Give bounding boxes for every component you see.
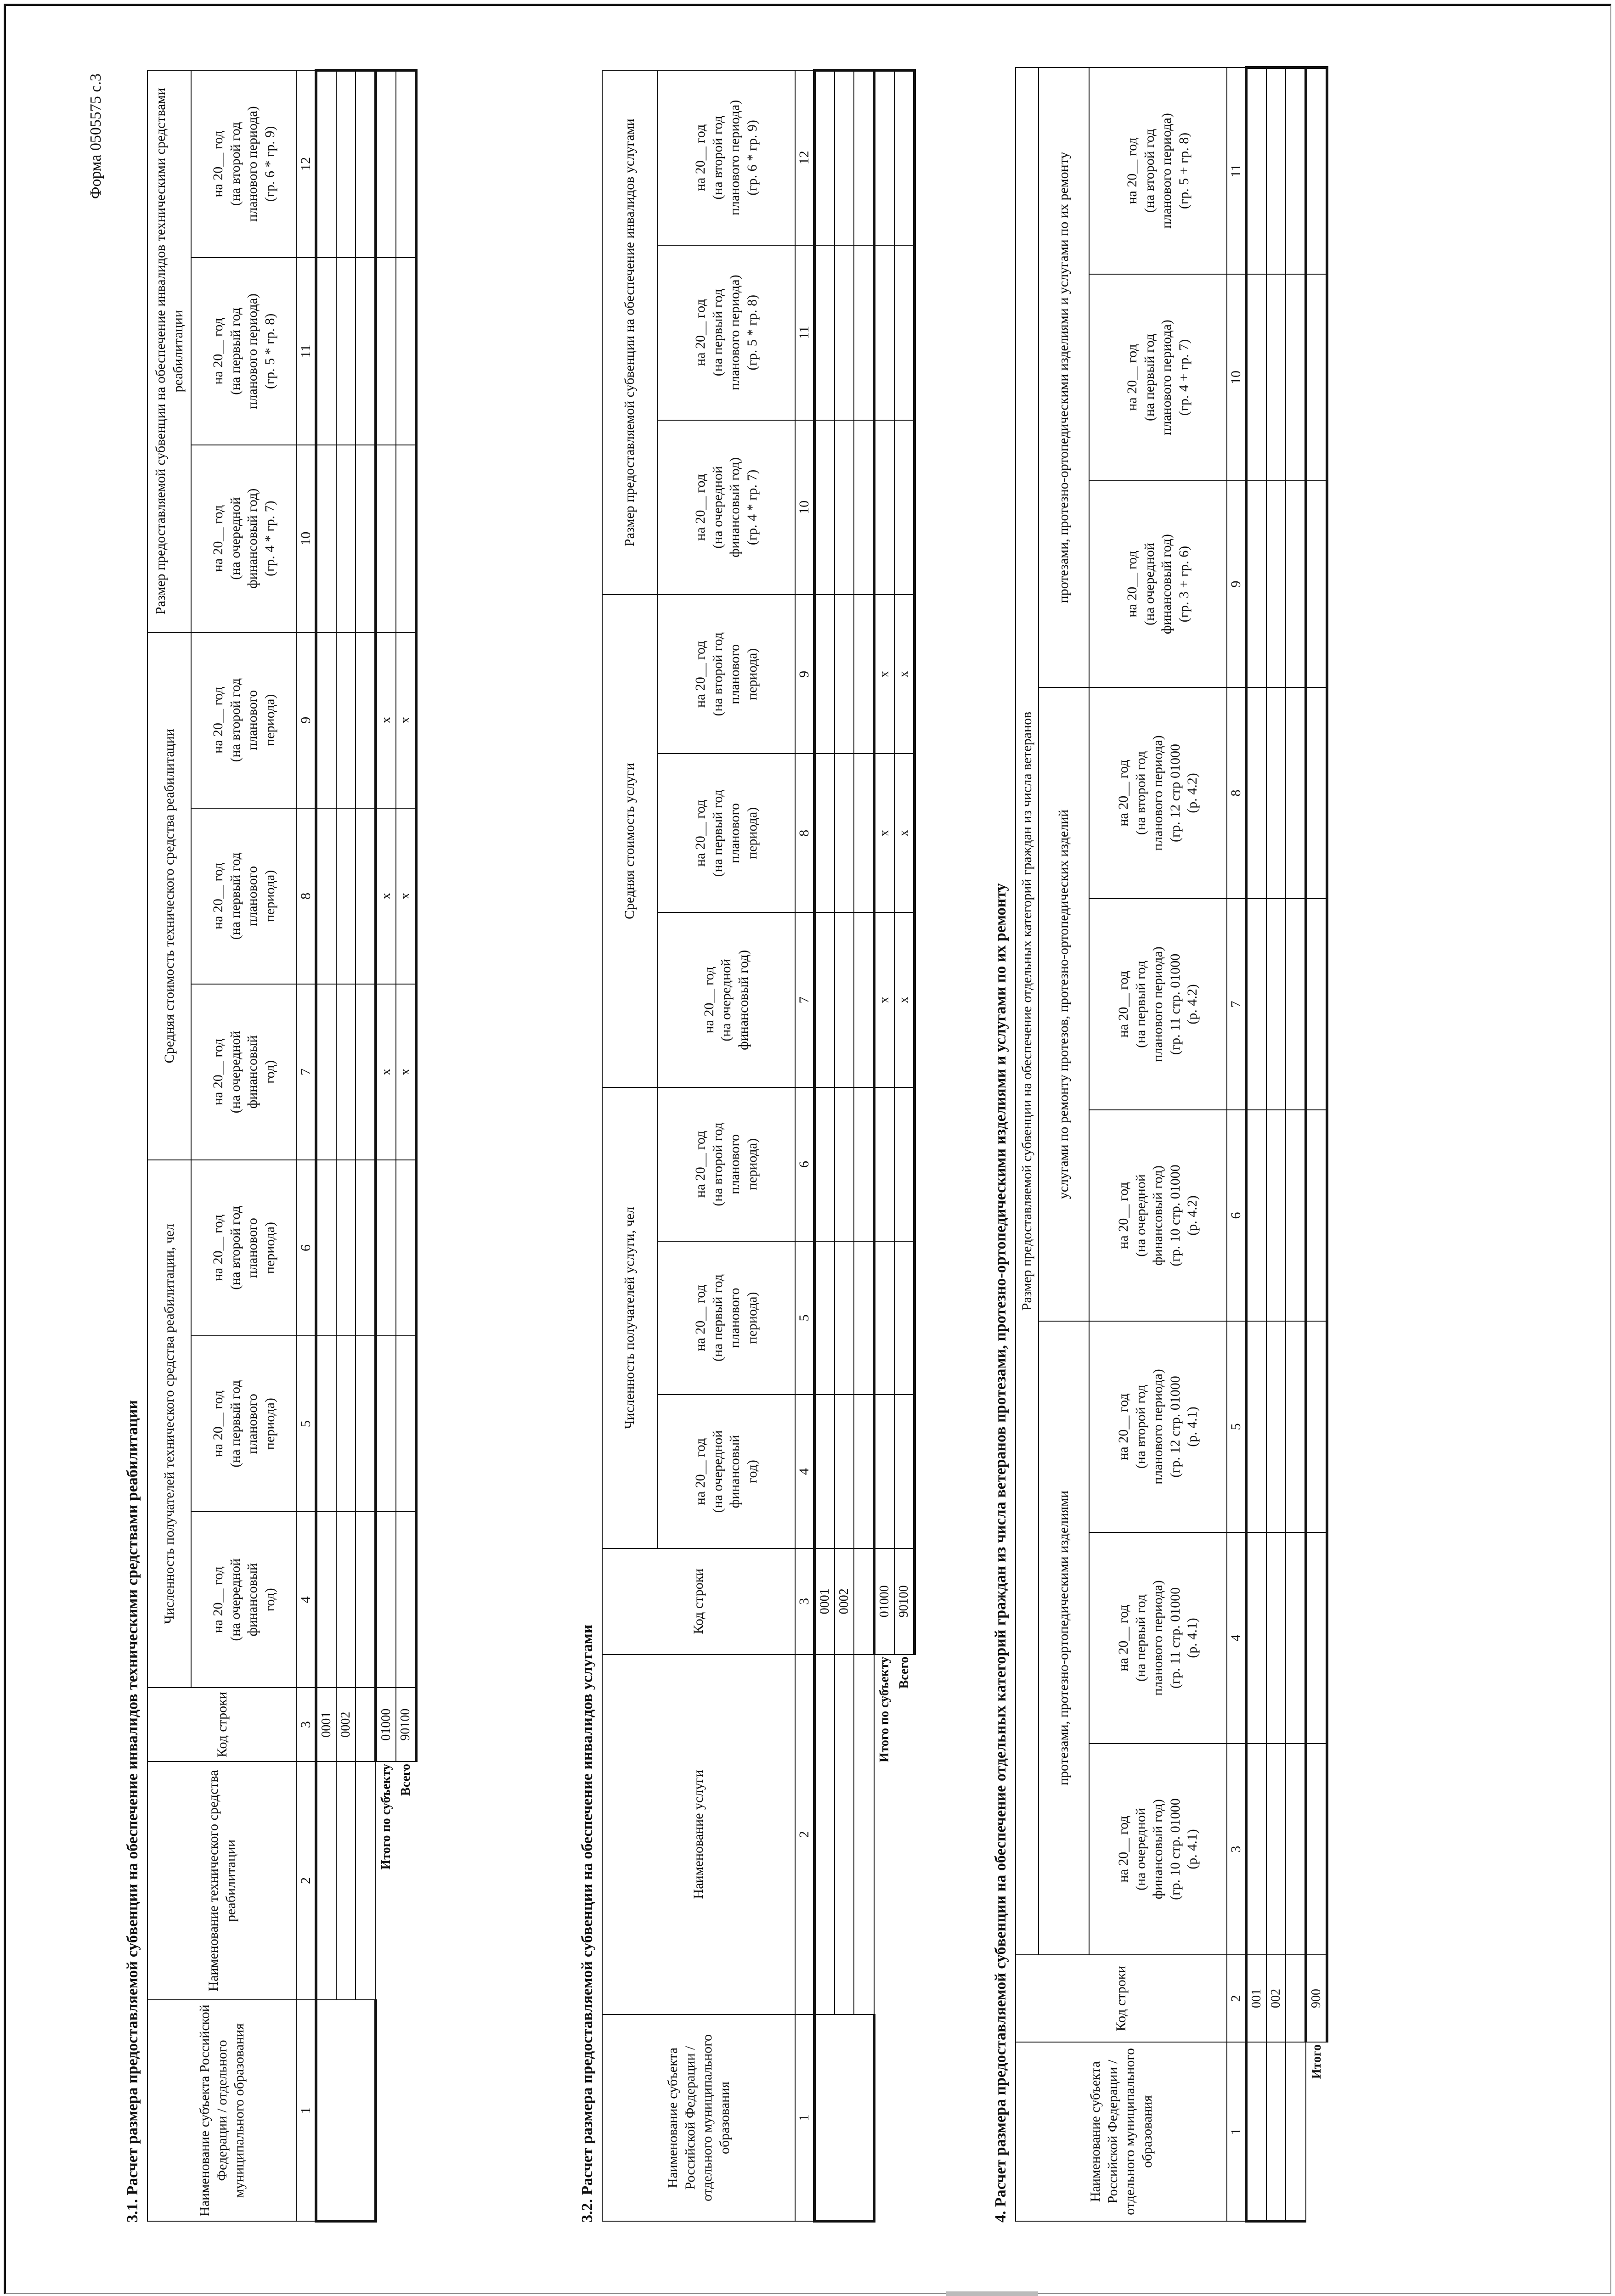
data-cell[interactable]: [835, 912, 854, 1087]
header-entity: Наименование субъекта Российской Федерации / отдельного муниципального образования: [602, 2015, 795, 2221]
data-cell[interactable]: [835, 595, 854, 754]
col-number: 3: [1227, 1744, 1246, 1955]
table-row: [854, 70, 874, 2221]
row-code: 0002: [835, 1548, 854, 1654]
data-cell[interactable]: [396, 70, 416, 258]
data-cell[interactable]: [356, 445, 376, 632]
header-entity: Наименование субъекта Российской Федерации / отдельного муниципального образования: [1016, 2042, 1227, 2221]
col-number: 3: [795, 1548, 814, 1654]
section-3-2-title: 3.2. Расчет размера предоставляемой субвенции на обеспечение инвалидов услугами: [579, 1624, 596, 2223]
data-cell[interactable]: [1266, 1532, 1286, 1744]
entity-cell[interactable]: [1246, 2042, 1266, 2221]
header-size-year-1: на 20__ год (на очередной финансовый год) (гр. 4 * гр. 7): [657, 420, 795, 595]
header-year-2: на 20__ год (на первый год планового периода): [657, 1241, 795, 1395]
data-cell[interactable]: [854, 912, 874, 1087]
data-cell[interactable]: [336, 445, 356, 632]
data-cell[interactable]: [854, 1087, 874, 1241]
col-number: 11: [795, 245, 814, 420]
header-repair-year-2: на 20__ год (на первый год планового периода) (гр. 11 стр. 01000 (р. 4.2): [1089, 899, 1227, 1110]
data-cell[interactable]: [336, 70, 356, 258]
col-number: 10: [795, 420, 814, 595]
row-code: 002: [1266, 1955, 1286, 2042]
header-subvention-size: Размер предоставляемой субвенции на обеспечение инвалидов техническими средствами реабилитации: [147, 70, 191, 632]
x-mark: x: [874, 595, 894, 754]
data-cell[interactable]: [814, 595, 835, 754]
grand-total-row: [396, 70, 416, 2221]
x-mark: x: [894, 754, 915, 912]
data-cell[interactable]: [336, 1512, 356, 1688]
data-cell[interactable]: [1246, 1744, 1266, 1955]
section-3-1-title: 3.1. Расчет размера предоставляемой субвенции на обеспечение инвалидов техническими средствами реабилитации: [124, 1400, 141, 2223]
header-code: Код строки: [602, 1548, 795, 1654]
header-size-year-2: на 20__ год (на первый год планового периода) (гр. 5 * гр. 8): [657, 245, 795, 420]
row-code: [1286, 1955, 1306, 2042]
data-cell[interactable]: [1266, 1321, 1286, 1532]
header-cost-year-1: на 20__ год (на очередной финансовый год): [191, 984, 297, 1160]
row-code: [356, 1688, 376, 1761]
data-cell[interactable]: [316, 808, 336, 984]
data-cell[interactable]: [396, 1336, 416, 1512]
data-cell[interactable]: [894, 70, 915, 245]
data-cell[interactable]: [854, 595, 874, 754]
data-cell[interactable]: [1286, 899, 1306, 1110]
header-subvention-size: Размер предоставляемой субвенции на обеспечение инвалидов услугами: [602, 70, 657, 595]
col-number: 5: [297, 1336, 316, 1512]
x-mark: x: [376, 984, 396, 1160]
data-cell[interactable]: [396, 1512, 416, 1688]
grand-total-row: [894, 70, 915, 2221]
data-cell[interactable]: [814, 754, 835, 912]
header-repair-year-1: на 20__ год (на очередной финансовый год) (гр. 10 стр. 01000 (р. 4.2): [1089, 1110, 1227, 1321]
data-cell[interactable]: [316, 1336, 336, 1512]
entity-cell[interactable]: [1286, 2042, 1306, 2221]
data-cell[interactable]: [1246, 68, 1266, 274]
col-number: 6: [297, 1160, 316, 1336]
header-entity: Наименование субъекта Российской Федерации / отдельного муниципального образования: [147, 2000, 297, 2221]
section-4-title: 4. Расчет размера предоставляемой субвенции на обеспечение отдельных категорий граждан из числа ветеранов протезами, протезно-ортопедическими изделиями и услугами по их ремонту: [992, 883, 1009, 2223]
col-number: 8: [795, 754, 814, 912]
data-cell[interactable]: [1266, 481, 1286, 687]
header-prostheses-and-repair: протезами, протезно-ортопедическими изделиями и услугами по их ремонту: [1039, 68, 1089, 687]
col-number: 4: [795, 1395, 814, 1548]
x-mark: x: [396, 808, 416, 984]
total-label: Итого: [1309, 2044, 1324, 2079]
header-recipients: Численность получателей технического средства реабилитации, чел: [147, 1160, 191, 1688]
header-code: Код строки: [147, 1688, 297, 1761]
header-cost-year-1: на 20__ год (на очередной финансовый год): [657, 912, 795, 1087]
col-number: 6: [795, 1087, 814, 1241]
data-cell[interactable]: [316, 632, 336, 808]
total-code: 01000: [874, 1548, 894, 1654]
data-cell[interactable]: [1266, 274, 1286, 481]
data-cell[interactable]: [1306, 1321, 1327, 1532]
scan-edge-bar: [946, 2291, 1038, 2296]
data-cell[interactable]: [814, 1241, 835, 1395]
data-cell[interactable]: [854, 70, 874, 245]
col-number: 12: [297, 70, 316, 258]
table-row: [356, 70, 376, 2221]
data-cell[interactable]: [1266, 1744, 1286, 1955]
header-cost-year-3: на 20__ год (на второй год планового периода): [657, 595, 795, 754]
row-code: 0001: [814, 1548, 835, 1654]
col-number: 2: [1227, 1955, 1246, 2042]
data-cell[interactable]: [1286, 481, 1306, 687]
total-code: 900: [1306, 1955, 1327, 2042]
header-prost-year-1: на 20__ год (на очередной финансовый год) (гр. 10 стр. 01000 (р. 4.1): [1089, 1744, 1227, 1955]
table-row: [835, 70, 854, 2221]
data-cell[interactable]: [1306, 1744, 1327, 1955]
table-3-2: [602, 69, 916, 2223]
row-code: 001: [1246, 1955, 1266, 2042]
data-cell[interactable]: [356, 1160, 376, 1336]
data-cell[interactable]: [396, 445, 416, 632]
header-year-1: на 20__ год (на очередной финансовый год): [657, 1395, 795, 1548]
data-cell[interactable]: [336, 258, 356, 445]
header-size-year-3: на 20__ год (на второй год планового периода) (гр. 6 * гр. 9): [191, 70, 297, 258]
name-cell[interactable]: [316, 1761, 336, 2000]
table-row: [1266, 68, 1286, 2221]
data-cell[interactable]: [1266, 1110, 1286, 1321]
header-cost-year-2: на 20__ год (на первый год планового периода): [657, 754, 795, 912]
data-cell[interactable]: [396, 258, 416, 445]
col-number: 10: [1227, 274, 1246, 481]
name-cell[interactable]: [854, 1654, 874, 2015]
grand-total-label: Всего: [399, 1763, 413, 1796]
grand-total-label: Всего: [897, 1656, 911, 1689]
col-number: 5: [795, 1241, 814, 1395]
header-recipients: Численность получателей услуги, чел: [602, 1087, 657, 1548]
data-cell[interactable]: [376, 1336, 396, 1512]
data-cell[interactable]: [316, 258, 336, 445]
col-number: 4: [1227, 1532, 1246, 1744]
col-number: 9: [1227, 481, 1246, 687]
data-cell[interactable]: [1306, 274, 1327, 481]
header-veterans-subvention: Размер предоставляемой субвенции на обеспечение отдельных категорий граждан из числа ветеранов: [1016, 68, 1039, 1955]
col-number: 11: [1227, 68, 1246, 274]
data-cell[interactable]: [316, 445, 336, 632]
col-number: 10: [297, 445, 316, 632]
table-3-1: [147, 69, 418, 2223]
data-cell[interactable]: [356, 70, 376, 258]
data-cell[interactable]: [835, 754, 854, 912]
col-number: 8: [1227, 687, 1246, 899]
data-cell[interactable]: [376, 1160, 396, 1336]
data-cell[interactable]: [336, 808, 356, 984]
header-size-year-1: на 20__ год (на очередной финансовый год) (гр. 4 * гр. 7): [191, 445, 297, 632]
data-cell[interactable]: [1266, 899, 1286, 1110]
data-cell[interactable]: [376, 70, 396, 258]
data-cell[interactable]: [835, 70, 854, 245]
data-cell[interactable]: [1246, 1110, 1266, 1321]
data-cell[interactable]: [316, 1160, 336, 1336]
header-both-year-2: на 20__ год (на первый год планового периода) (гр. 4 + гр. 7): [1089, 274, 1227, 481]
header-year-3: на 20__ год (на второй год планового периода): [657, 1087, 795, 1241]
data-cell[interactable]: [356, 984, 376, 1160]
data-cell[interactable]: [1246, 274, 1266, 481]
data-cell[interactable]: [814, 1087, 835, 1241]
data-cell[interactable]: [854, 1395, 874, 1548]
col-number: 7: [1227, 899, 1246, 1110]
data-cell[interactable]: [814, 245, 835, 420]
header-prostheses: протезами, протезно-ортопедическими изделиями: [1039, 1321, 1089, 1955]
total-label: Итого по субъекту: [877, 1656, 892, 1763]
header-code: Код строки: [1016, 1955, 1227, 2042]
col-number: 7: [297, 984, 316, 1160]
total-code: 01000: [376, 1688, 396, 1761]
col-number: 3: [297, 1688, 316, 1761]
data-cell[interactable]: [336, 1336, 356, 1512]
data-cell[interactable]: [835, 245, 854, 420]
header-year-3: на 20__ год (на второй год планового периода): [191, 1160, 297, 1336]
row-code: 0002: [336, 1688, 356, 1761]
col-number: 2: [795, 1654, 814, 2015]
data-cell[interactable]: [874, 1241, 894, 1395]
data-cell[interactable]: [336, 1160, 356, 1336]
total-row: [874, 70, 894, 2221]
header-prost-year-2: на 20__ год (на первый год планового периода) (гр. 11 стр. 01000 (р. 4.1): [1089, 1532, 1227, 1744]
data-cell[interactable]: [1286, 1744, 1306, 1955]
data-cell[interactable]: [1246, 481, 1266, 687]
data-cell[interactable]: [874, 245, 894, 420]
table-row: [316, 70, 336, 2221]
x-mark: x: [874, 912, 894, 1087]
total-label: Итого по субъекту: [378, 1763, 393, 1870]
data-cell[interactable]: [1246, 1321, 1266, 1532]
col-number: 1: [297, 2000, 316, 2221]
data-cell[interactable]: [1286, 1110, 1306, 1321]
data-cell[interactable]: [316, 70, 336, 258]
header-avg-cost: Средняя стоимость технического средства реабилитации: [147, 632, 191, 1160]
data-cell[interactable]: [835, 1087, 854, 1241]
data-cell[interactable]: [894, 245, 915, 420]
form-number: Форма 0505575 с.3: [87, 73, 104, 199]
data-cell[interactable]: [1286, 1321, 1306, 1532]
data-cell[interactable]: [1306, 481, 1327, 687]
header-year-1: на 20__ год (на очередной финансовый год): [191, 1512, 297, 1688]
name-cell[interactable]: [835, 1654, 854, 2015]
header-repair-year-3: на 20__ год (на второй год планового периода) (гр. 12 стр 01000 (р. 4.2): [1089, 687, 1227, 899]
x-mark: x: [376, 808, 396, 984]
col-number: 12: [795, 70, 814, 245]
grand-total-code: 90100: [396, 1688, 416, 1761]
header-year-2: на 20__ год (на первый год планового периода): [191, 1336, 297, 1512]
data-cell[interactable]: [835, 1395, 854, 1548]
data-cell[interactable]: [376, 1512, 396, 1688]
data-cell[interactable]: [1306, 1532, 1327, 1744]
entity-cell[interactable]: [814, 2015, 874, 2221]
data-cell[interactable]: [854, 1241, 874, 1395]
data-cell[interactable]: [1286, 1532, 1306, 1744]
row-code: 0001: [316, 1688, 336, 1761]
data-cell[interactable]: [1286, 687, 1306, 899]
table-row: [336, 70, 356, 2221]
col-number: 9: [795, 595, 814, 754]
col-number: 2: [297, 1761, 316, 2000]
col-number: 8: [297, 808, 316, 984]
header-size-year-3: на 20__ год (на второй год планового периода) (гр. 6 * гр. 9): [657, 70, 795, 245]
data-cell[interactable]: [356, 258, 376, 445]
data-cell[interactable]: [336, 632, 356, 808]
data-cell[interactable]: [814, 70, 835, 245]
data-cell[interactable]: [1306, 1110, 1327, 1321]
data-cell[interactable]: [894, 1241, 915, 1395]
header-cost-year-3: на 20__ год (на второй год планового периода): [191, 632, 297, 808]
col-number: 1: [795, 2015, 814, 2221]
header-prost-year-3: на 20__ год (на второй год планового периода) (гр. 12 стр. 01000 (р. 4.1): [1089, 1321, 1227, 1532]
data-cell[interactable]: [356, 632, 376, 808]
col-number: 6: [1227, 1110, 1246, 1321]
data-cell[interactable]: [835, 420, 854, 595]
data-cell[interactable]: [336, 984, 356, 1160]
data-cell[interactable]: [874, 1087, 894, 1241]
data-cell[interactable]: [854, 245, 874, 420]
header-tsr-name: Наименование технического средства реабилитации: [147, 1761, 297, 2000]
table-4: [1015, 66, 1328, 2223]
col-number: 4: [297, 1512, 316, 1688]
col-number: 7: [795, 912, 814, 1087]
data-cell[interactable]: [356, 1512, 376, 1688]
data-cell[interactable]: [874, 1395, 894, 1548]
data-cell[interactable]: [814, 420, 835, 595]
entity-cell[interactable]: [1266, 2042, 1286, 2221]
col-number: 9: [297, 632, 316, 808]
data-cell[interactable]: [1286, 274, 1306, 481]
data-cell[interactable]: [1306, 899, 1327, 1110]
x-mark: x: [376, 632, 396, 808]
col-number: 11: [297, 258, 316, 445]
data-cell[interactable]: [894, 420, 915, 595]
data-cell[interactable]: [814, 1395, 835, 1548]
data-cell[interactable]: [1246, 899, 1266, 1110]
name-cell[interactable]: [336, 1761, 356, 2000]
data-cell[interactable]: [396, 1160, 416, 1336]
x-mark: x: [894, 595, 915, 754]
data-cell[interactable]: [316, 984, 336, 1160]
x-mark: x: [396, 632, 416, 808]
col-number: 5: [1227, 1321, 1246, 1532]
entity-cell[interactable]: [316, 2000, 376, 2221]
data-cell[interactable]: [874, 70, 894, 245]
data-cell[interactable]: [356, 1336, 376, 1512]
grand-total-code: 90100: [894, 1548, 915, 1654]
total-row: [376, 70, 396, 2221]
header-both-year-3: на 20__ год (на второй год планового периода) (гр. 5 + гр. 8): [1089, 68, 1227, 274]
header-avg-cost: Средняя стоимость услуги: [602, 595, 657, 1087]
data-cell[interactable]: [894, 1087, 915, 1241]
data-cell[interactable]: [835, 1241, 854, 1395]
header-size-year-2: на 20__ год (на первый год планового периода) (гр. 5 * гр. 8): [191, 258, 297, 445]
data-cell[interactable]: [1286, 68, 1306, 274]
header-cost-year-2: на 20__ год (на первый год планового периода): [191, 808, 297, 984]
header-both-year-1: на 20__ год (на очередной финансовый год) (гр. 3 + гр. 6): [1089, 481, 1227, 687]
data-cell[interactable]: [1306, 687, 1327, 899]
name-cell[interactable]: [814, 1654, 835, 2015]
x-mark: x: [396, 984, 416, 1160]
row-code: [854, 1548, 874, 1654]
rotated-page: [87, 69, 1615, 2227]
data-cell[interactable]: [814, 912, 835, 1087]
data-cell[interactable]: [316, 1512, 336, 1688]
data-cell[interactable]: [854, 754, 874, 912]
data-cell[interactable]: [1246, 1532, 1266, 1744]
data-cell[interactable]: [1246, 687, 1266, 899]
data-cell[interactable]: [1266, 687, 1286, 899]
x-mark: x: [894, 912, 915, 1087]
table-row: [1286, 68, 1306, 2221]
data-cell[interactable]: [854, 420, 874, 595]
data-cell[interactable]: [376, 445, 396, 632]
name-cell[interactable]: [356, 1761, 376, 2000]
header-service-name: Наименование услуги: [602, 1654, 795, 2015]
data-cell[interactable]: [894, 1395, 915, 1548]
table-row: [814, 70, 835, 2221]
data-cell[interactable]: [1306, 68, 1327, 274]
data-cell[interactable]: [376, 258, 396, 445]
x-mark: x: [874, 754, 894, 912]
header-repair: услугами по ремонту протезов, протезно-ортопедических изделий: [1039, 687, 1089, 1321]
total-row: [1306, 68, 1327, 2221]
data-cell[interactable]: [874, 420, 894, 595]
data-cell[interactable]: [1266, 68, 1286, 274]
table-row: [1246, 68, 1266, 2221]
col-number: 1: [1227, 2042, 1246, 2221]
data-cell[interactable]: [356, 808, 376, 984]
